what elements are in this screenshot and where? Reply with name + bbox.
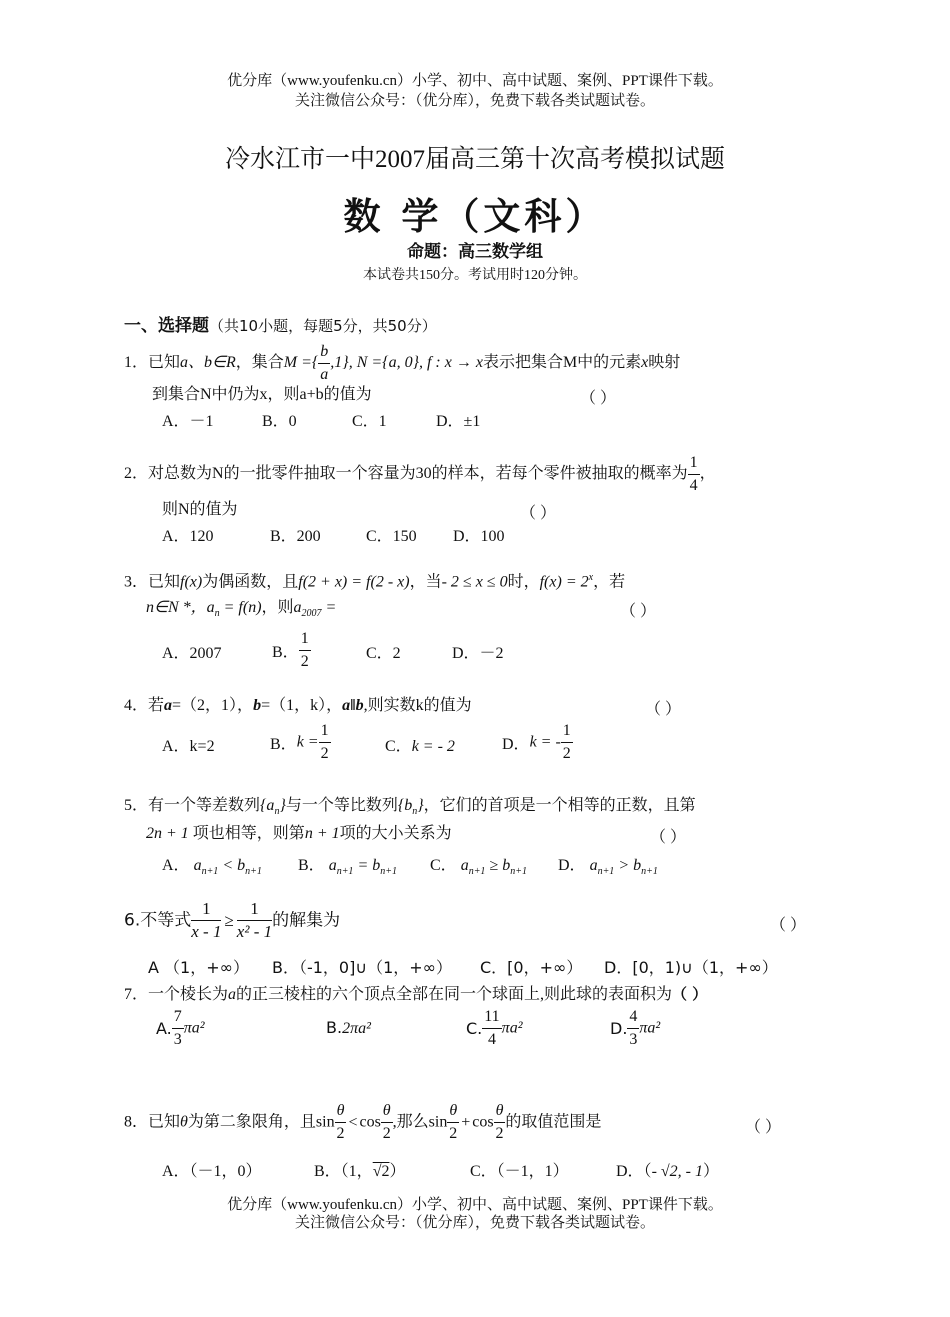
q5-ob-sub: n+1 <box>336 866 354 878</box>
q2-option-d: D．100 <box>453 528 505 545</box>
q7-od-frac <box>627 1006 639 1051</box>
q7-a: a <box>228 986 237 1003</box>
q5-option-c <box>430 852 527 877</box>
q3-option-d: D．－2 <box>452 645 504 662</box>
q3-ob-num: 1 <box>299 628 311 651</box>
q3-n-in-n: n∈N *， <box>146 599 207 616</box>
q8-frac-3 <box>447 1100 459 1145</box>
q4-ob-label: B． <box>270 736 297 753</box>
q5-od-a: a <box>589 857 598 874</box>
q6-rel: ≥ <box>224 910 234 930</box>
q8-text-3: ,那么 <box>392 1113 429 1131</box>
question-3 <box>124 568 625 592</box>
q6-fraction-1 <box>191 898 221 943</box>
question-2 <box>124 452 716 497</box>
q5-oc-sub2: n+1 <box>510 866 527 878</box>
q7-oc-text: πa² <box>501 1019 523 1037</box>
q5-oa-sub2: n+1 <box>245 866 262 878</box>
q5-bn-sub: n <box>412 806 418 818</box>
q5-2n1: 2n + 1 <box>146 825 189 842</box>
q7-option-a <box>156 1006 205 1051</box>
q2-answer-blank: （ ） <box>520 505 557 522</box>
q5-oa-sub: n+1 <box>201 866 219 878</box>
q8-cos-1: cos <box>359 1113 381 1131</box>
q8-ob-sqrt: √2 <box>372 1163 390 1180</box>
q4-text-4: ,则实数k的值为 <box>363 697 472 714</box>
q8-od-close: ） <box>703 1163 720 1180</box>
q3-a2007: a <box>293 599 302 616</box>
q5-bn-close: } <box>417 797 424 814</box>
q1-frac-num: b <box>318 341 330 364</box>
q4-od-den: 2 <box>562 745 571 762</box>
q4-ob-frac <box>319 720 331 765</box>
q4-oc-label: C． <box>385 738 412 755</box>
question-6 <box>124 898 340 943</box>
q4-vector-a: a <box>164 697 173 714</box>
q5-line2-text-2: 项的大小关系为 <box>339 825 452 842</box>
q7-option-d <box>610 1006 660 1051</box>
q8-option-a: A．（－1，0） <box>162 1163 262 1180</box>
q5-text-2: 与一个等比数列 <box>285 797 398 814</box>
q3-text-1: 已知 <box>148 573 181 591</box>
q6-option-a: A （1，+∞） <box>148 958 249 977</box>
subject-title: 数 学（文科） <box>343 195 607 238</box>
q5-line-2 <box>146 824 452 844</box>
q4-vector-b: b <box>253 697 262 714</box>
q8-cos-2: cos <box>472 1113 494 1131</box>
q7-option-b <box>326 1018 371 1038</box>
exam-title: 冷水江市一中2007届高三第十次高考模拟试题 <box>224 146 725 173</box>
q7-oc-num: 11 <box>482 1006 501 1029</box>
q1-frac-den: a <box>320 366 329 383</box>
q7-od-text: πa² <box>639 1019 661 1037</box>
q5-ob-a: a <box>328 857 337 874</box>
footer-line-1: 优分库（www.youfenku.cn）小学、初中、高中试题、案例、PPT课件下载。 <box>227 1197 723 1213</box>
q5-an-close: } <box>279 797 286 814</box>
q5-oc-sub: n+1 <box>468 866 486 878</box>
q5-ob-rel: = b <box>353 857 381 874</box>
q7-od-num: 4 <box>627 1006 639 1029</box>
q1-math-3: ,1}, N ={a, 0}, f : x → x <box>330 354 483 372</box>
q6-number: 6. <box>124 910 141 931</box>
q3-math-3: - 2 ≤ x ≤ 0 <box>441 573 508 591</box>
q5-an: {a <box>260 797 275 814</box>
q2-comma: ， <box>699 465 716 483</box>
q1-line-2: 到集合N中仍为x，则a+b的值为 <box>152 386 372 403</box>
q5-line2-text-1: 项也相等，则第 <box>192 825 305 842</box>
q8-text-2: 为第二象限角，且 <box>187 1113 316 1131</box>
q4-od-label: D． <box>502 736 530 753</box>
q6-fraction-2 <box>237 898 272 943</box>
q3-option-b-frac <box>299 628 311 673</box>
q3-option-b <box>272 628 311 673</box>
section-title: 一、选择题 <box>124 316 209 336</box>
q8-f1-den: 2 <box>336 1125 345 1142</box>
q7-oa-text: πa² <box>183 1019 205 1037</box>
exam-author: 命题：高三数学组 <box>407 242 543 262</box>
q3-number: 3． <box>124 573 149 591</box>
q4-oc-math: k = - 2 <box>411 738 455 755</box>
q8-f2-den: 2 <box>382 1125 391 1142</box>
q8-f3-den: 2 <box>449 1125 458 1142</box>
q1-text-3: 表示把集合M中的元素 <box>482 354 642 372</box>
q5-answer-blank: （ ） <box>650 829 687 846</box>
q8-text-4: 的取值范围是 <box>505 1113 602 1131</box>
q2-number: 2． <box>124 465 149 483</box>
q7-text-2: 的正三棱柱的六个顶点全部在同一个球面上,则此球的表面积为 <box>236 986 673 1003</box>
header-line-1: 优分库（www.youfenku.cn）小学、初中、高中试题、案例、PPT课件下载。 <box>227 73 723 89</box>
q8-number: 8． <box>124 1113 149 1131</box>
q1-text-4: 映射 <box>648 354 681 372</box>
q3-option-a: A．2007 <box>162 645 222 662</box>
q8-f1-num: θ <box>335 1100 347 1123</box>
q4-od-num: 1 <box>561 720 573 743</box>
q7-od-label: D. <box>610 1019 628 1038</box>
q3-math-4: f(x) = 2 <box>539 573 589 591</box>
q8-sin-2: sin <box>428 1113 448 1131</box>
q8-lt: < <box>348 1113 358 1131</box>
q5-ob-label: B． <box>298 857 325 874</box>
q3-text-2: 为偶函数，且 <box>202 573 299 591</box>
q4-text-2: =（2，1）， <box>172 697 254 714</box>
q3-answer-blank: （ ） <box>620 603 657 620</box>
q7-answer-blank: （ ） <box>672 985 708 1003</box>
q8-f2-num: θ <box>381 1100 393 1123</box>
q8-text-1: 已知 <box>148 1113 181 1131</box>
q3-text-3: ，当 <box>409 573 442 591</box>
q7-number: 7． <box>124 986 149 1003</box>
q4-option-c <box>385 733 455 756</box>
q5-od-sub: n+1 <box>597 866 615 878</box>
question-1 <box>124 341 680 386</box>
q8-ob-close: ） <box>389 1163 406 1180</box>
q7-oa-label: A. <box>156 1019 172 1038</box>
q5-text-1: 有一个等差数列 <box>148 797 261 814</box>
q6-f2-num: 1 <box>237 898 272 921</box>
q7-ob-label: B. <box>326 1018 343 1037</box>
q2-option-b: B．200 <box>270 528 321 545</box>
q8-f4-den: 2 <box>495 1125 504 1142</box>
q1-option-b: B．0 <box>262 413 297 430</box>
q8-plus: + <box>461 1113 471 1131</box>
q2-option-c: C．150 <box>366 528 417 545</box>
q4-text-3: =（1，k）， <box>261 697 343 714</box>
q3-then: ，则 <box>261 599 294 616</box>
q8-od-label: D．（ <box>616 1163 652 1180</box>
q6-answer-blank: （ ） <box>770 917 807 934</box>
q5-oa-a: a <box>193 857 202 874</box>
q8-answer-blank: （ ） <box>745 1119 782 1136</box>
q5-ob-sub2: n+1 <box>380 866 397 878</box>
q5-od-sub2: n+1 <box>641 866 658 878</box>
q5-option-d <box>558 852 658 877</box>
question-4 <box>124 696 472 716</box>
q4-ob-den: 2 <box>320 745 329 762</box>
q1-math-4: x <box>641 354 649 372</box>
q8-frac-4 <box>494 1100 506 1145</box>
q6-option-d: D．[0，1)∪（1，+∞） <box>604 958 778 977</box>
q3-text-5: ，若 <box>593 573 626 591</box>
q1-text-1: 已知 <box>148 354 181 372</box>
q6-option-c: C．[0，+∞） <box>480 958 583 977</box>
q1-math-1: a、b∈R <box>180 354 236 372</box>
q7-text-1: 一个棱长为 <box>148 986 229 1003</box>
q1-number: 1． <box>124 354 149 372</box>
q8-frac-2 <box>381 1100 393 1145</box>
q4-od-frac <box>561 720 573 765</box>
q2-fraction <box>688 452 700 497</box>
q4-answer-blank: （ ） <box>645 701 682 718</box>
q8-f4-num: θ <box>494 1100 506 1123</box>
question-5 <box>124 796 696 822</box>
q3-line-2 <box>146 598 336 624</box>
q5-oc-a: a <box>460 857 469 874</box>
q4-number: 4． <box>124 697 149 714</box>
q4-parallel: a‖b <box>342 697 364 714</box>
question-8 <box>124 1100 601 1145</box>
q4-option-d <box>502 720 573 765</box>
q5-od-rel: > b <box>614 857 642 874</box>
q2-frac-den: 4 <box>689 477 698 494</box>
q6-f2-den: x² - 1 <box>236 922 273 941</box>
q8-option-d <box>616 1158 719 1181</box>
q7-oc-frac <box>482 1006 501 1051</box>
q8-frac-1 <box>335 1100 347 1145</box>
q8-theta: θ <box>180 1113 188 1131</box>
q2-line-2: 则N的值为 <box>162 501 238 518</box>
q3-a-sub: n <box>214 608 220 620</box>
q3-ob-den: 2 <box>300 653 309 670</box>
section-heading <box>124 311 437 336</box>
header-line-2: 关注微信公众号：（优分库），免费下载各类试题试卷。 <box>294 93 655 109</box>
q4-ob-num: 1 <box>319 720 331 743</box>
section-note: （共10小题，每题5分，共50分） <box>209 317 437 335</box>
q3-option-b-label: B． <box>272 644 299 661</box>
q5-oa-label: A． <box>162 857 190 874</box>
q6-text-1: 不等式 <box>140 910 192 930</box>
q1-math-2: M ={ <box>283 354 319 372</box>
q8-option-c: C．（－1，1） <box>470 1163 569 1180</box>
q7-oc-den: 4 <box>487 1031 496 1048</box>
q3-a: a <box>206 599 215 616</box>
q2-frac-num: 1 <box>688 452 700 475</box>
q3-equals: = <box>321 599 337 616</box>
q4-text-1: 若 <box>148 697 165 714</box>
q8-od-math: - √2, - 1 <box>651 1163 703 1180</box>
q1-option-d: D．±1 <box>436 413 481 430</box>
q2-option-a: A．120 <box>162 528 214 545</box>
q1-answer-blank: （ ） <box>580 390 617 407</box>
q5-n1: n + 1 <box>304 825 340 842</box>
q4-option-a: A．k=2 <box>162 738 215 755</box>
q5-oc-rel: ≥ b <box>485 857 511 874</box>
q8-f3-num: θ <box>447 1100 459 1123</box>
q3-text-4: 时， <box>507 573 540 591</box>
footer-line-2: 关注微信公众号：（优分库），免费下载各类试题试卷。 <box>294 1215 655 1231</box>
q3-math-1: f(x) <box>180 573 203 591</box>
q5-an-sub: n <box>274 806 280 818</box>
q3-math-2: f(2 + x) = f(2 - x) <box>298 573 410 591</box>
q1-text-2: ，集合 <box>235 354 284 372</box>
q7-ob-text: 2πa² <box>342 1020 371 1037</box>
q7-oa-frac <box>172 1006 184 1051</box>
q5-oa-rel: < b <box>218 857 246 874</box>
exam-info: 本试卷共150分。考试用时120分钟。 <box>363 268 587 283</box>
q5-od-label: D． <box>558 857 586 874</box>
q7-oa-den: 3 <box>173 1031 182 1048</box>
q6-f1-den: x - 1 <box>191 922 222 941</box>
q8-ob-label: B．（1， <box>314 1163 373 1180</box>
q3-math-4-sup: x <box>588 572 594 583</box>
q3-option-c: C．2 <box>366 645 401 662</box>
q2-text: 对总数为N的一批零件抽取一个容量为30的样本，若每个零件被抽取的概率为 <box>148 465 688 483</box>
q8-sin-1: sin <box>315 1113 335 1131</box>
q5-oc-label: C． <box>430 857 457 874</box>
q4-od-math: k = - <box>529 733 561 751</box>
q7-option-c <box>466 1006 522 1051</box>
q1-fraction <box>318 341 330 386</box>
q1-option-c: C．1 <box>352 413 387 430</box>
q4-ob-math: k = <box>296 733 319 751</box>
q5-number: 5． <box>124 797 149 814</box>
q7-oa-num: 7 <box>172 1006 184 1029</box>
q6-option-b: B．（-1，0]∪（1，+∞） <box>272 958 452 977</box>
q5-option-b <box>298 852 397 877</box>
q1-option-a: A．－1 <box>162 413 214 430</box>
q7-oc-label: C. <box>466 1019 483 1038</box>
question-7 <box>124 984 707 1005</box>
q5-option-a <box>162 852 262 877</box>
q5-text-3: ，它们的首项是一个相等的正数，且第 <box>423 797 696 814</box>
q4-option-b <box>270 720 331 765</box>
q5-bn: {b <box>397 797 413 814</box>
q8-option-b <box>314 1158 405 1181</box>
q3-fn: = f(n) <box>219 599 262 616</box>
q3-a2007-sub: 2007 <box>301 608 322 620</box>
q6-f1-num: 1 <box>191 898 221 921</box>
q7-od-den: 3 <box>629 1031 638 1048</box>
q6-text-2: 的解集为 <box>272 910 341 930</box>
